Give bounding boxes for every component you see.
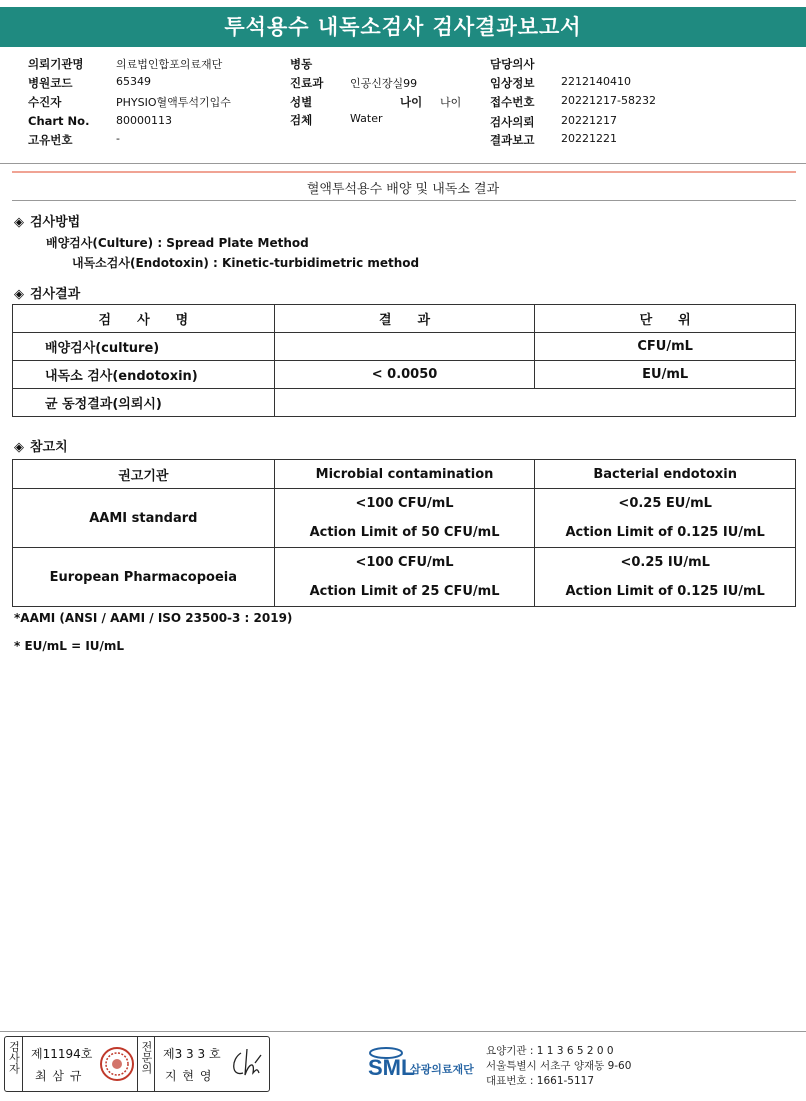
info-label-patient: 수진자 — [28, 95, 62, 109]
header-unit: 단 위 — [535, 305, 796, 333]
doctor-name: 지 현 영 — [165, 1069, 213, 1083]
info-value-unique-no: - — [116, 132, 120, 145]
row-test-name: 배양검사(culture) — [13, 333, 275, 361]
section-title: 혈액투석용수 배양 및 내독소 결과 — [306, 182, 500, 197]
header-test-name: 검 사 명 — [13, 305, 275, 333]
info-label-report-date: 결과보고 — [490, 133, 535, 147]
method-culture: 배양검사(Culture) : Spread Plate Method — [46, 236, 309, 250]
reference-heading-label: 참고치 — [30, 440, 68, 455]
info-value-institution: 의료법인합포의료재단 — [116, 58, 223, 71]
info-value-patient: PHYSIO혈액투석기입수 — [116, 96, 231, 109]
info-value-clinical-info: 2212140410 — [561, 75, 631, 88]
inspector-label-text: 검사자 — [7, 1041, 21, 1074]
ref-endotoxin — [535, 489, 796, 548]
table-row — [13, 489, 796, 548]
info-label-clinical-info: 임상정보 — [490, 76, 535, 90]
info-label-department: 진료과 — [290, 76, 324, 90]
org-code: 요양기관 : 1 1 3 6 5 2 0 0 — [486, 1045, 614, 1057]
row-result — [274, 389, 795, 417]
header-organization: 권고기관 — [13, 460, 275, 489]
inspector-label — [5, 1037, 23, 1091]
ref-endotoxin-action: Action Limit of 0.125 IU/mL — [565, 584, 765, 599]
ref-endotoxin-action: Action Limit of 0.125 IU/mL — [565, 525, 765, 540]
info-label-institution: 의뢰기관명 — [28, 57, 84, 71]
ref-microbial-action: Action Limit of 25 CFU/mL — [309, 584, 500, 599]
results-table — [12, 304, 796, 417]
table-header-row — [13, 460, 796, 489]
note-aami: *AAMI (ANSI / AAMI / ISO 23500-3 : 2019) — [14, 611, 293, 625]
diamond-icon: ◈ — [14, 215, 24, 230]
method-endotoxin: 내독소검사(Endotoxin) : Kinetic-turbidimetric method — [72, 256, 420, 270]
inspector-license: 제11194호 — [31, 1047, 93, 1061]
table-row — [13, 548, 796, 607]
info-value-reception-no: 20221217-58232 — [561, 94, 656, 107]
row-test-name: 균 동정결과(의뢰시) — [13, 389, 275, 417]
org-address: 서울특별시 서초구 양재동 9-60 — [486, 1060, 632, 1072]
results-heading-label: 검사결과 — [30, 287, 81, 302]
method-heading-label: 검사방법 — [30, 215, 81, 230]
row-unit: CFU/mL — [535, 333, 796, 361]
ref-microbial — [274, 489, 535, 548]
table-header-row — [13, 305, 796, 333]
inspector-name: 최 삼 규 — [35, 1069, 83, 1083]
info-label-sex: 성별 — [290, 95, 313, 109]
info-value-request-date: 20221217 — [561, 114, 617, 127]
header-endotoxin: Bacterial endotoxin — [535, 460, 796, 489]
inspector-seal-icon — [99, 1046, 135, 1082]
ref-organization: AAMI standard — [13, 489, 275, 548]
table-row — [13, 333, 796, 361]
accent-divider — [12, 171, 796, 173]
table-row — [13, 361, 796, 389]
info-label-ward: 병동 — [290, 57, 313, 71]
info-label-age: 나이 — [400, 95, 423, 109]
patient-info — [0, 52, 806, 152]
row-test-name: 내독소 검사(endotoxin) — [13, 361, 275, 389]
ref-microbial — [274, 548, 535, 607]
info-label-specimen: 검체 — [290, 113, 313, 127]
info-value-report-date: 20221221 — [561, 132, 617, 145]
header-microbial: Microbial contamination — [274, 460, 535, 489]
info-value-hospital-code: 65349 — [116, 75, 151, 88]
info-value-department: 인공신장실99 — [350, 77, 418, 90]
ref-organization: European Pharmacopoeia — [13, 548, 275, 607]
ref-microbial-limit: <100 CFU/mL — [355, 496, 454, 511]
signature-box — [4, 1036, 270, 1092]
divider — [12, 200, 796, 201]
doctor-license: 제3 3 3 호 — [163, 1047, 221, 1061]
note-units: * EU/mL = IU/mL — [14, 639, 125, 653]
report-title: 투석용수 내독소검사 검사결과보고서 — [0, 7, 806, 47]
row-result: < 0.0050 — [274, 361, 535, 389]
logo-text: SML — [368, 1055, 415, 1080]
info-label-request-date: 검사의뢰 — [490, 115, 535, 129]
info-label-unique-no: 고유번호 — [28, 133, 73, 147]
info-value-age: 나이 — [440, 96, 462, 109]
header-result: 결 과 — [274, 305, 535, 333]
org-phone: 대표번호 : 1661-5117 — [486, 1075, 595, 1087]
table-row — [13, 389, 796, 417]
ref-microbial-limit: <100 CFU/mL — [355, 555, 454, 570]
row-result — [274, 333, 535, 361]
doctor-label — [137, 1037, 155, 1091]
reference-heading — [14, 436, 68, 455]
ref-endotoxin — [535, 548, 796, 607]
method-heading — [14, 211, 80, 230]
info-label-doctor: 담당의사 — [490, 57, 535, 71]
logo-org-name: 삼광의료재단 — [410, 1063, 474, 1076]
org-info — [486, 1044, 631, 1089]
footer-divider — [0, 1031, 806, 1032]
ref-endotoxin-limit: <0.25 EU/mL — [618, 496, 712, 511]
info-label-reception-no: 접수번호 — [490, 95, 535, 109]
org-logo — [368, 1043, 484, 1087]
info-value-chart-no: 80000113 — [116, 114, 172, 127]
ref-endotoxin-limit: <0.25 IU/mL — [620, 555, 710, 570]
doctor-label-text: 전문의 — [140, 1041, 153, 1074]
info-value-specimen: Water — [350, 112, 383, 125]
divider — [0, 163, 806, 164]
diamond-icon: ◈ — [14, 287, 24, 302]
diamond-icon: ◈ — [14, 440, 24, 455]
info-label-chart-no: Chart No. — [28, 114, 90, 128]
sml-logo-icon — [368, 1043, 484, 1083]
info-label-hospital-code: 병원코드 — [28, 76, 73, 90]
row-unit: EU/mL — [535, 361, 796, 389]
ref-microbial-action: Action Limit of 50 CFU/mL — [309, 525, 500, 540]
results-heading — [14, 283, 80, 302]
reference-table — [12, 459, 796, 607]
signature-icon — [227, 1043, 267, 1085]
